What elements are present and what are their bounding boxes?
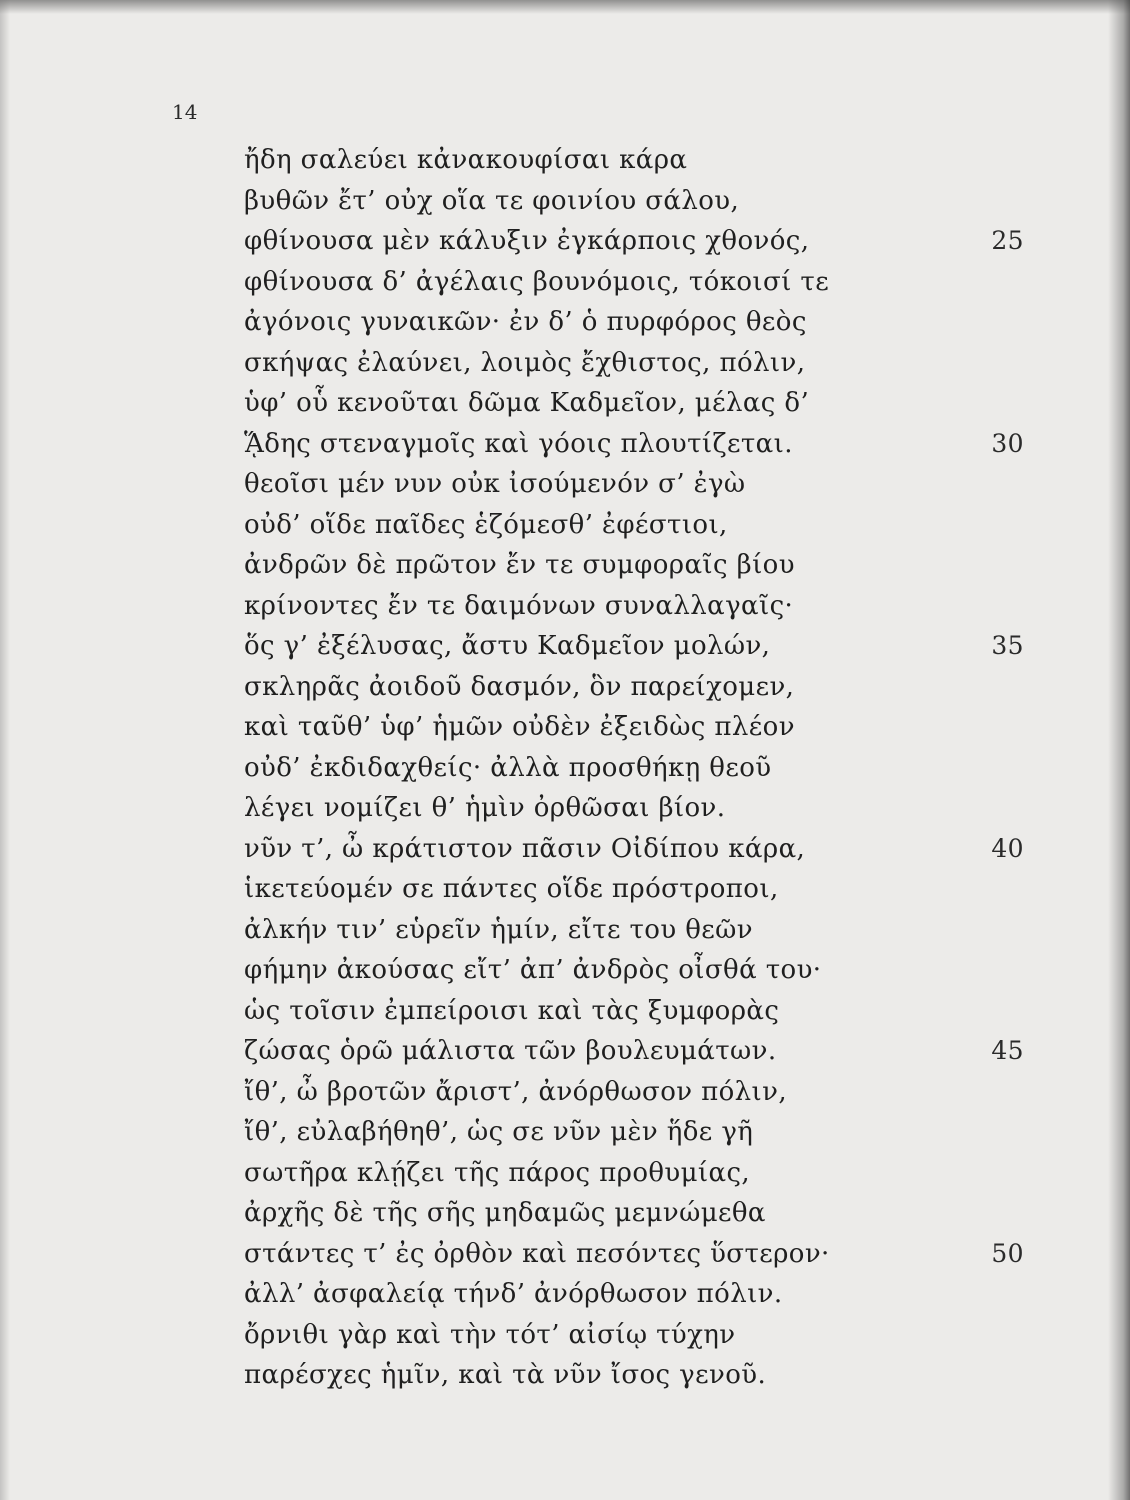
line-number: 35 <box>991 631 1024 660</box>
verse-text: ἱκετεύομέν σε πάντες οἵδε πρόστροποι, <box>244 874 779 904</box>
verse-text: λέγει νομίζει θ’ ἡμὶν ὀρθῶσαι βίον. <box>244 793 726 823</box>
binding-shadow <box>1108 0 1130 1500</box>
verse-line <box>244 788 1024 829</box>
verse-line <box>244 302 1024 343</box>
verse-line <box>244 829 1024 870</box>
verse-text: φήμην ἀκούσας εἴτ’ ἀπ’ ἀνδρὸς οἶσθά του· <box>244 955 822 985</box>
verse-text: βυθῶν ἔτ’ οὐχ οἵα τε φοινίου σάλου, <box>244 185 740 216</box>
verse-line <box>244 424 1024 465</box>
verse-text: οὐδ’ οἵδε παῖδες ἑζόμεσθ’ ἐφέστιοι, <box>244 509 728 540</box>
verse-line <box>244 1031 1024 1072</box>
verse-line <box>244 950 1024 991</box>
verse-text: καὶ ταῦθ’ ὑφ’ ἡμῶν οὐδὲν ἐξειδὼς πλέον <box>244 712 795 742</box>
verse-text: ὡς τοῖσιν ἐμπείροισι καὶ τὰς ξυμφορὰς <box>244 995 780 1026</box>
verse-text: ἀγόνοις γυναικῶν· ἐν δ’ ὁ πυρφόρος θεὸς <box>244 307 807 337</box>
verse-text: σκληρᾶς ἀοιδοῦ δασμόν, ὃν παρείχομεν, <box>244 671 795 702</box>
verse-text: φθίνουσα μὲν κάλυξιν ἐγκάρποις χθονός, <box>244 226 810 256</box>
verse-line <box>244 1234 1024 1275</box>
verse-text: ὑφ’ οὗ κενοῦται δῶμα Καδμεῖον, μέλας δ’ <box>244 388 810 418</box>
verse-line <box>244 262 1024 303</box>
verse-text: κρίνοντες ἔν τε δαιμόνων συναλλαγαῖς· <box>244 590 794 621</box>
verse-text: ἀνδρῶν δὲ πρῶτον ἔν τε συμφοραῖς βίου <box>244 550 795 580</box>
verse-text: στάντες τ’ ἐς ὀρθὸν καὶ πεσόντες ὕστερον· <box>244 1238 830 1269</box>
verse-block <box>244 140 1024 1396</box>
verse-line <box>244 1355 1024 1396</box>
verse-text: ἴθ’, ὦ βροτῶν ἄριστ’, ἀνόρθωσον πόλιν, <box>244 1076 788 1107</box>
verse-text: οὐδ’ ἐκδιδαχθείς· ἀλλὰ προσθήκῃ θεοῦ <box>244 752 772 783</box>
verse-text: παρέσχες ἡμῖν, καὶ τὰ νῦν ἴσος γενοῦ. <box>244 1360 767 1390</box>
line-number: 50 <box>991 1238 1024 1268</box>
verse-text: ἀλλ’ ἀσφαλείᾳ τήνδ’ ἀνόρθωσον πόλιν. <box>244 1279 783 1309</box>
verse-line <box>244 505 1024 546</box>
verse-text: φθίνουσα δ’ ἀγέλαις βουνόμοις, τόκοισί τε <box>244 266 830 297</box>
page-top-edge <box>0 0 1130 14</box>
verse-text: ᾍδης στεναγμοῖς καὶ γόοις πλουτίζεται. <box>244 428 793 459</box>
verse-text: θεοῖσι μέν νυν οὐκ ἰσούμενόν σ’ ἐγὼ <box>244 469 746 499</box>
verse-line <box>244 707 1024 748</box>
verse-line <box>244 748 1024 789</box>
line-number: 45 <box>991 1036 1024 1065</box>
line-number: 25 <box>991 226 1024 255</box>
verse-line <box>244 991 1024 1032</box>
verse-line <box>244 383 1024 424</box>
verse-line <box>244 181 1024 222</box>
verse-line <box>244 1315 1024 1356</box>
verse-line <box>244 869 1024 910</box>
page-left-edge <box>0 0 10 1500</box>
verse-text: νῦν τ’, ὦ κράτιστον πᾶσιν Οἰδίπου κάρα, <box>244 833 806 864</box>
verse-text: ἴθ’, εὐλαβήθηθ’, ὡς σε νῦν μὲν ἥδε γῆ <box>244 1117 754 1147</box>
verse-text: ὅς γ’ ἐξέλυσας, ἄστυ Καδμεῖον μολών, <box>244 631 771 661</box>
verse-line <box>244 464 1024 505</box>
verse-line <box>244 586 1024 627</box>
verse-line <box>244 343 1024 384</box>
verse-text: ζώσας ὁρῶ μάλιστα τῶν βουλευμάτων. <box>244 1036 777 1066</box>
verse-text: σωτῆρα κλῄζει τῆς πάρος προθυμίας, <box>244 1157 751 1188</box>
verse-line <box>244 1193 1024 1234</box>
verse-line <box>244 626 1024 667</box>
verse-text: ὄρνιθι γὰρ καὶ τὴν τότ’ αἰσίῳ τύχην <box>244 1319 736 1350</box>
page-number: 14 <box>172 100 198 124</box>
verse-line <box>244 545 1024 586</box>
verse-line <box>244 221 1024 262</box>
line-number: 30 <box>991 428 1024 458</box>
verse-line <box>244 1072 1024 1113</box>
verse-line <box>244 1153 1024 1194</box>
verse-text: ἀλκήν τιν’ εὑρεῖν ἡμίν, εἴτε του θεῶν <box>244 914 753 945</box>
line-number: 40 <box>991 833 1024 863</box>
verse-line <box>244 1274 1024 1315</box>
verse-line <box>244 1112 1024 1153</box>
verse-line <box>244 140 1024 181</box>
verse-text: σκήψας ἐλαύνει, λοιμὸς ἔχθιστος, πόλιν, <box>244 347 806 378</box>
verse-line <box>244 910 1024 951</box>
verse-line <box>244 667 1024 708</box>
verse-text: ἀρχῆς δὲ τῆς σῆς μηδαμῶς μεμνώμεθα <box>244 1198 766 1228</box>
verse-text: ἤδη σαλεύει κἀνακουφίσαι κάρα <box>244 145 688 175</box>
